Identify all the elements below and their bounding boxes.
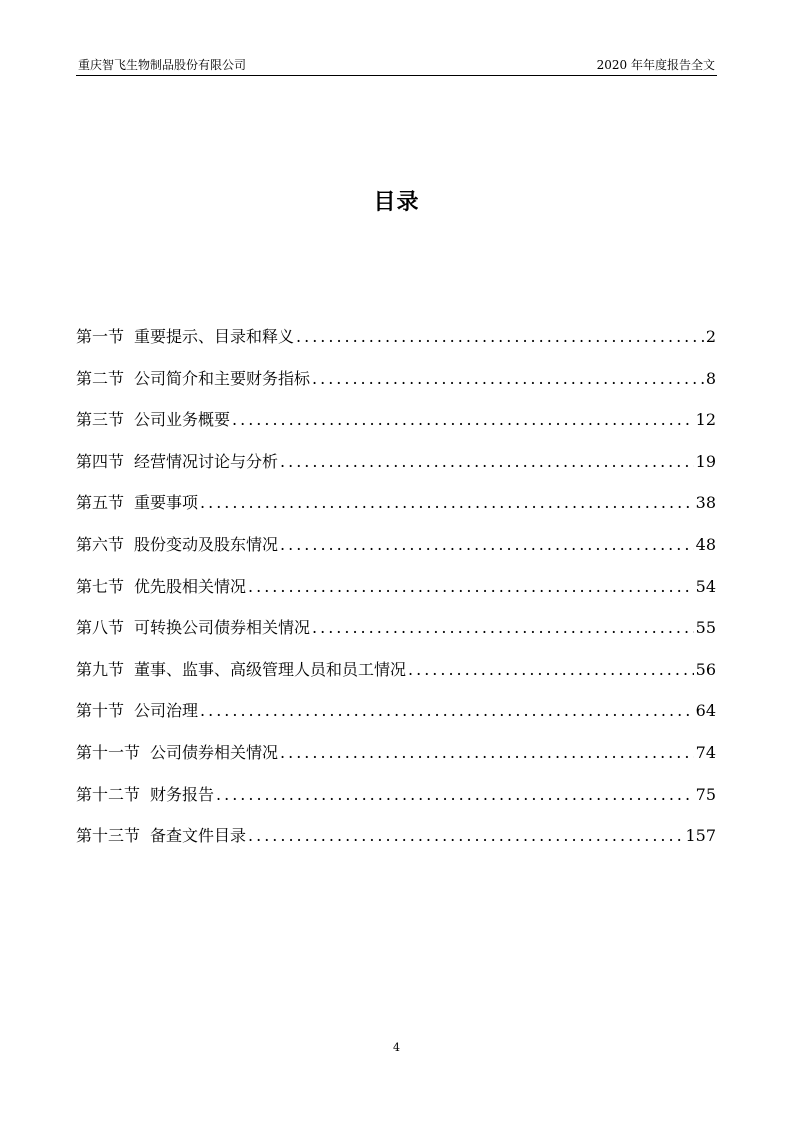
toc-section-title: 公司治理 (134, 701, 199, 721)
toc-dot-leader (216, 783, 694, 807)
toc-dot-leader (312, 616, 694, 640)
toc-entry-2[interactable] (76, 367, 716, 409)
header-report-title: 2020 年年度报告全文 (596, 58, 715, 72)
toc-section-title: 可转换公司债券相关情况 (134, 618, 311, 638)
toc-page-number: 55 (695, 618, 716, 638)
toc-page-number: 56 (695, 659, 716, 679)
page-number: 4 (393, 1041, 400, 1054)
toc-section-number: 第一节 (76, 327, 125, 346)
toc-section-title: 财务报告 (150, 784, 215, 804)
toc-dot-leader (280, 741, 694, 765)
toc-entry-4[interactable] (76, 450, 716, 492)
toc-dot-leader (232, 408, 694, 432)
toc-section-number: 第十一节 (76, 742, 141, 762)
toc-dot-leader (248, 824, 683, 848)
toc-dot-leader (296, 325, 704, 349)
toc-section-number: 第十二节 (76, 784, 141, 804)
toc-page-number: 8 (705, 368, 716, 388)
toc-section-title: 优先股相关情况 (134, 576, 247, 596)
toc-dot-leader (408, 658, 694, 682)
toc-page-number: 19 (695, 451, 716, 471)
toc-entry-7[interactable] (76, 575, 716, 617)
toc-section-title: 董事、监事、高级管理人员和员工情况 (134, 659, 407, 679)
toc-section-number: 第八节 (76, 618, 125, 638)
toc-section-title: 经营情况讨论与分析 (134, 451, 279, 471)
toc-section-title: 公司业务概要 (134, 410, 231, 430)
toc-section-title: 公司债券相关情况 (150, 742, 279, 762)
toc-entry-11[interactable] (76, 741, 716, 783)
page-title: 目录 (373, 190, 420, 215)
toc-section-title: 重要事项 (134, 493, 199, 513)
toc-section-title: 股份变动及股东情况 (134, 534, 279, 554)
toc-page-number: 48 (695, 534, 716, 554)
toc-dot-leader (280, 450, 694, 474)
toc-section-number: 第十节 (76, 701, 125, 721)
toc-entry-9[interactable] (76, 658, 716, 700)
toc-page-number: 12 (695, 410, 716, 430)
toc-dot-leader (200, 491, 694, 515)
toc-page-number: 75 (695, 784, 716, 804)
toc-page-number: 64 (695, 701, 716, 721)
toc-section-number: 第六节 (76, 534, 125, 554)
toc-section-number: 第二节 (76, 368, 125, 388)
toc-entry-10[interactable] (76, 699, 716, 741)
toc-dot-leader (312, 367, 704, 391)
table-of-contents (76, 325, 716, 866)
toc-entry-1[interactable] (76, 325, 716, 367)
toc-entry-12[interactable] (76, 783, 716, 825)
toc-page-number: 38 (695, 493, 716, 513)
toc-page-number: 54 (695, 576, 716, 596)
toc-dot-leader (280, 533, 694, 557)
toc-section-number: 第三节 (76, 410, 125, 430)
header-company-name: 重庆智飞生物制品股份有限公司 (78, 58, 247, 72)
toc-section-number: 第五节 (76, 493, 125, 513)
toc-dot-leader (200, 699, 694, 723)
toc-section-number: 第四节 (76, 451, 125, 471)
toc-page-number: 157 (685, 826, 716, 846)
toc-section-number: 第九节 (76, 659, 125, 679)
toc-entry-13[interactable] (76, 824, 716, 866)
toc-section-number: 第七节 (76, 576, 125, 596)
toc-page-number: 2 (705, 327, 716, 346)
toc-section-number: 第十三节 (76, 826, 141, 846)
toc-dot-leader (248, 575, 694, 599)
toc-entry-6[interactable] (76, 533, 716, 575)
page-header (76, 55, 717, 76)
toc-section-title: 重要提示、目录和释义 (134, 327, 295, 346)
toc-page-number: 74 (695, 742, 716, 762)
toc-entry-8[interactable] (76, 616, 716, 658)
toc-section-title: 公司简介和主要财务指标 (134, 368, 311, 388)
toc-section-title: 备查文件目录 (150, 826, 247, 846)
toc-entry-3[interactable] (76, 408, 716, 450)
toc-entry-5[interactable] (76, 491, 716, 533)
